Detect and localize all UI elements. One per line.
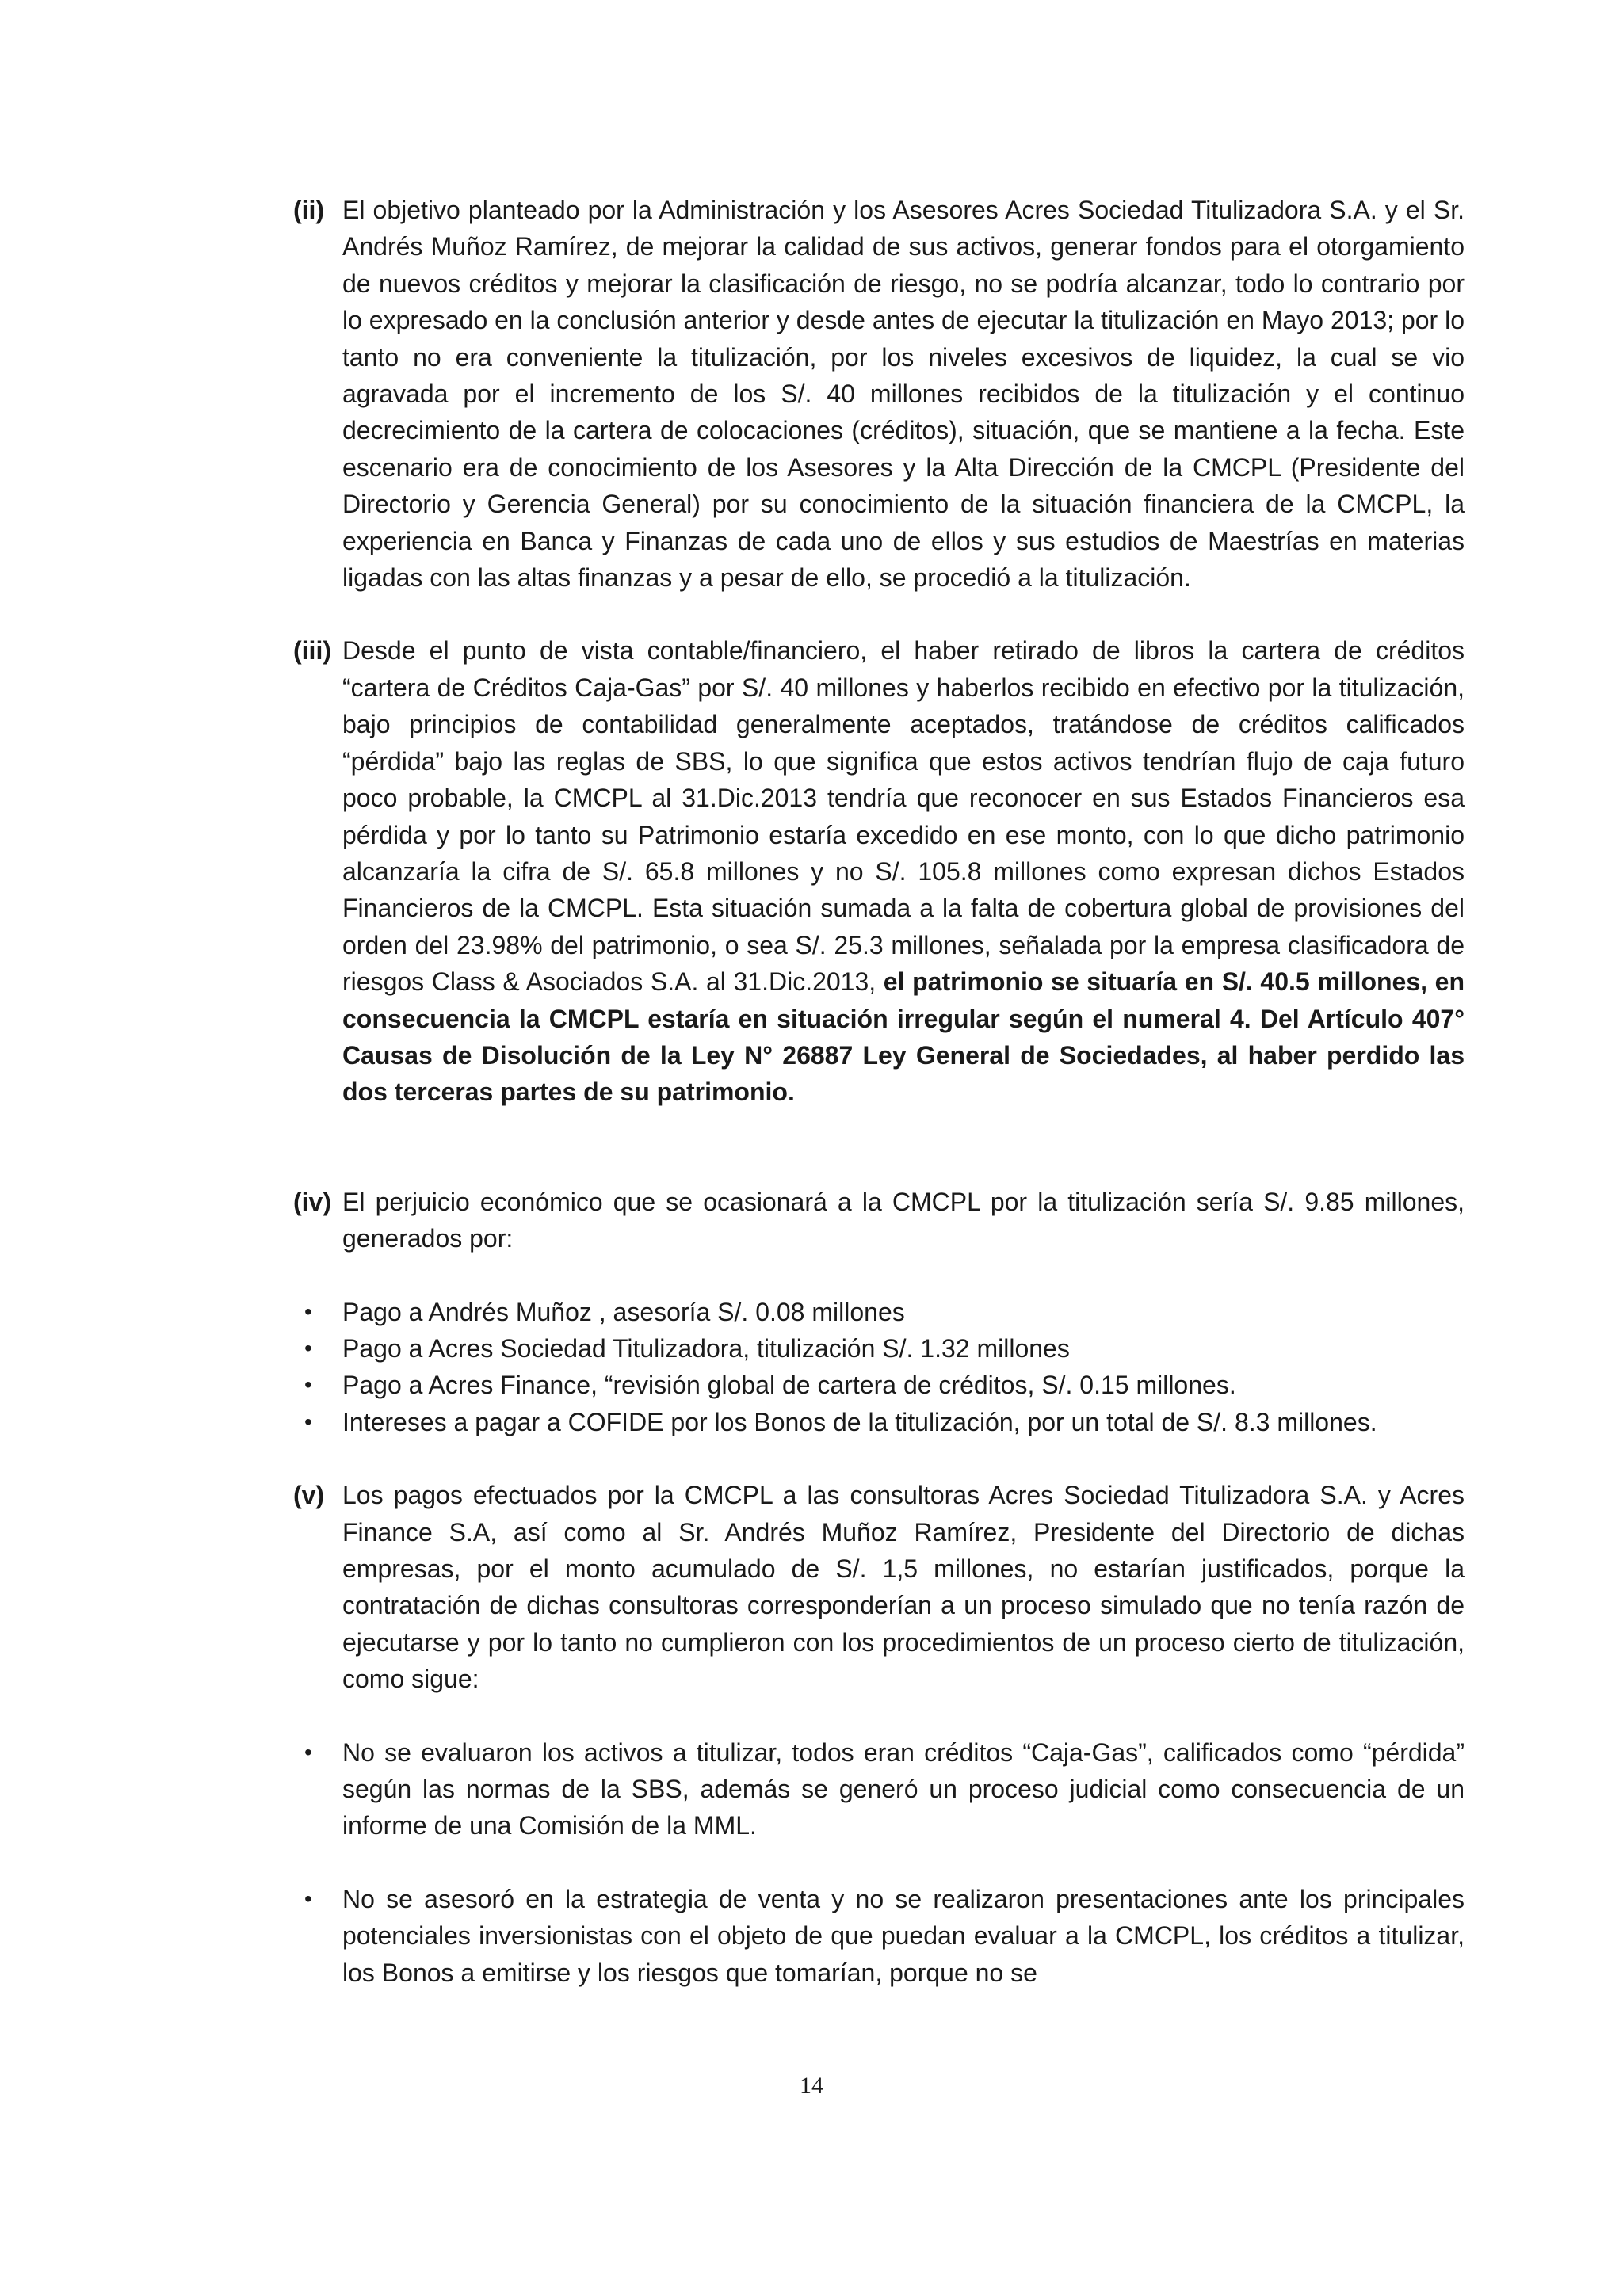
- paragraph-iv-text: El perjuicio económico que se ocasionará a la CMCPL por la titulización sería S/. 9.85 millones, generados por:: [342, 1187, 1465, 1253]
- paragraph-ii: [293, 192, 1465, 596]
- paragraph-iii: [293, 632, 1465, 1110]
- list-item-text: No se asesoró en la estrategia de venta y no se realizaron presentaciones ante los principales potenciales inversionistas con el objeto de que puedan evaluar a la CMCPL, los créditos a titulizar, los Bonos a emitirse y los riesgos que tomarían, porque no se: [342, 1884, 1465, 1987]
- list-item: [293, 1367, 1465, 1403]
- spacer: [293, 1844, 1465, 1881]
- paragraph-iii-regular-text: Desde el punto de vista contable/financiero, el haber retirado de libros la cartera de créditos “cartera de Créditos Caja-Gas” por S/. 40 millones y haberlos recibido en efectivo por la titulización, bajo principios de contabilidad generalmente aceptados, tratándose de créditos calificados “pérdida” bajo las reglas de SBS, lo que significa que estos activos tendrían flujo de caja futuro poco probable, la CMCPL al 31.Dic.2013 tendría que reconocer en sus Estados Financieros esa pérdida y por lo tanto su Patrimonio estaría excedido en ese monto, con lo que dicho patrimonio alcanzaría la cifra de S/. 65.8 millones y no S/. 105.8 millones como expresan dichos Estados Financieros de la CMCPL. Esta situación sumada a la falta de cobertura global de provisiones del orden del 23.98% del patrimonio, o sea S/. 25.3 millones, señalada por la empresa clasificadora de riesgos Class & Asociados S.A. al 31.Dic.2013,: [342, 636, 1465, 997]
- spacer: [293, 596, 1465, 632]
- bullet-icon: •: [304, 1886, 312, 1911]
- paragraph-ii-text: El objetivo planteado por la Administración y los Asesores Acres Sociedad Titulizadora S.A. y el Sr. Andrés Muñoz Ramírez, de mejorar la calidad de sus activos, generar fondos para el otorgamiento de nuevos créditos y mejorar la clasificación de riesgo, no se podría alcanzar, todo lo contrario por lo expresado en la conclusión anterior y desde antes de ejecutar la titulización en Mayo 2013; por lo tanto no era conveniente la titulización, por los niveles excesivos de liquidez, la cual se vio agravada por el incremento de los S/. 40 millones recibidos de la titulización y el continuo decrecimiento de la cartera de colocaciones (créditos), situación, que se mantiene a la fecha. Este escenario era de conocimiento de los Asesores y la Alta Dirección de la CMCPL (Presidente del Directorio y Gerencia General) por su conocimiento de la situación financiera de la CMCPL, la experiencia en Banca y Finanzas de cada uno de ellos y sus estudios de Maestrías en materias ligadas con las altas finanzas y a pesar de ello, se procedió a la titulización.: [342, 196, 1465, 593]
- list-item: [293, 1294, 1465, 1330]
- spacer: [293, 1698, 1465, 1734]
- bullet-icon: •: [304, 1372, 312, 1398]
- list-item: [293, 1330, 1465, 1367]
- spacer: [293, 1257, 1465, 1294]
- item-marker-iv: (iv): [293, 1187, 331, 1216]
- list-item-text: Intereses a pagar a COFIDE por los Bonos de la titulización, por un total de S/. 8.3 millones.: [342, 1407, 1377, 1436]
- document-body: [293, 192, 1465, 1991]
- item-marker-ii: (ii): [293, 196, 325, 224]
- paragraph-iii-bold-text: el patrimonio se situaría en S/. 40.5 millones, en consecuencia la CMCPL estaría en situación irregular según el numeral 4. Del Artículo 407° Causas de Disolución de la Ley N° 26887 Ley General de Sociedades, al haber perdido las dos terceras partes de su patrimonio.: [342, 967, 1465, 1107]
- paragraph-iv: [293, 1184, 1465, 1257]
- bullet-icon: •: [304, 1335, 312, 1360]
- list-item-text: Pago a Acres Sociedad Titulizadora, titulización S/. 1.32 millones: [342, 1333, 1070, 1363]
- bullet-icon: •: [304, 1409, 312, 1434]
- paragraph-v-text: Los pagos efectuados por la CMCPL a las consultoras Acres Sociedad Titulizadora S.A. y Acres Finance S.A, así como al Sr. Andrés Muñoz Ramírez, Presidente del Directorio de dichas empresas, por el monto acumulado de S/. 1,5 millones, no estarían justificados, porque la contratación de dichas consultoras corresponderían a un proceso simulado que no tenía razón de ejecutarse y por lo tanto no cumplieron con los procedimientos de un proceso cierto de titulización, como sigue:: [342, 1481, 1465, 1694]
- bullet-list-v: [293, 1734, 1465, 1991]
- item-marker-v: (v): [293, 1481, 325, 1510]
- bullet-icon: •: [304, 1299, 312, 1324]
- page-number: 14: [800, 2073, 823, 2099]
- list-item: [293, 1881, 1465, 1991]
- list-item-text: No se evaluaron los activos a titulizar, todos eran créditos “Caja-Gas”, calificados como “pérdida” según las normas de la SBS, además se generó un proceso judicial como consecuencia de un informe de una Comisión de la MML.: [342, 1737, 1465, 1840]
- list-item-text: Pago a Acres Finance, “revisión global de cartera de créditos, S/. 0.15 millones.: [342, 1371, 1236, 1400]
- list-item: [293, 1734, 1465, 1844]
- bullet-icon: •: [304, 1739, 312, 1764]
- list-item-text: Pago a Andrés Muñoz , asesoría S/. 0.08 millones: [342, 1297, 905, 1326]
- spacer: [293, 1111, 1465, 1184]
- item-marker-iii: (iii): [293, 636, 331, 666]
- list-item: [293, 1404, 1465, 1440]
- paragraph-iii-text: [342, 632, 1465, 1110]
- bullet-list-iv: [293, 1294, 1465, 1441]
- spacer: [293, 1440, 1465, 1477]
- paragraph-v: [293, 1477, 1465, 1697]
